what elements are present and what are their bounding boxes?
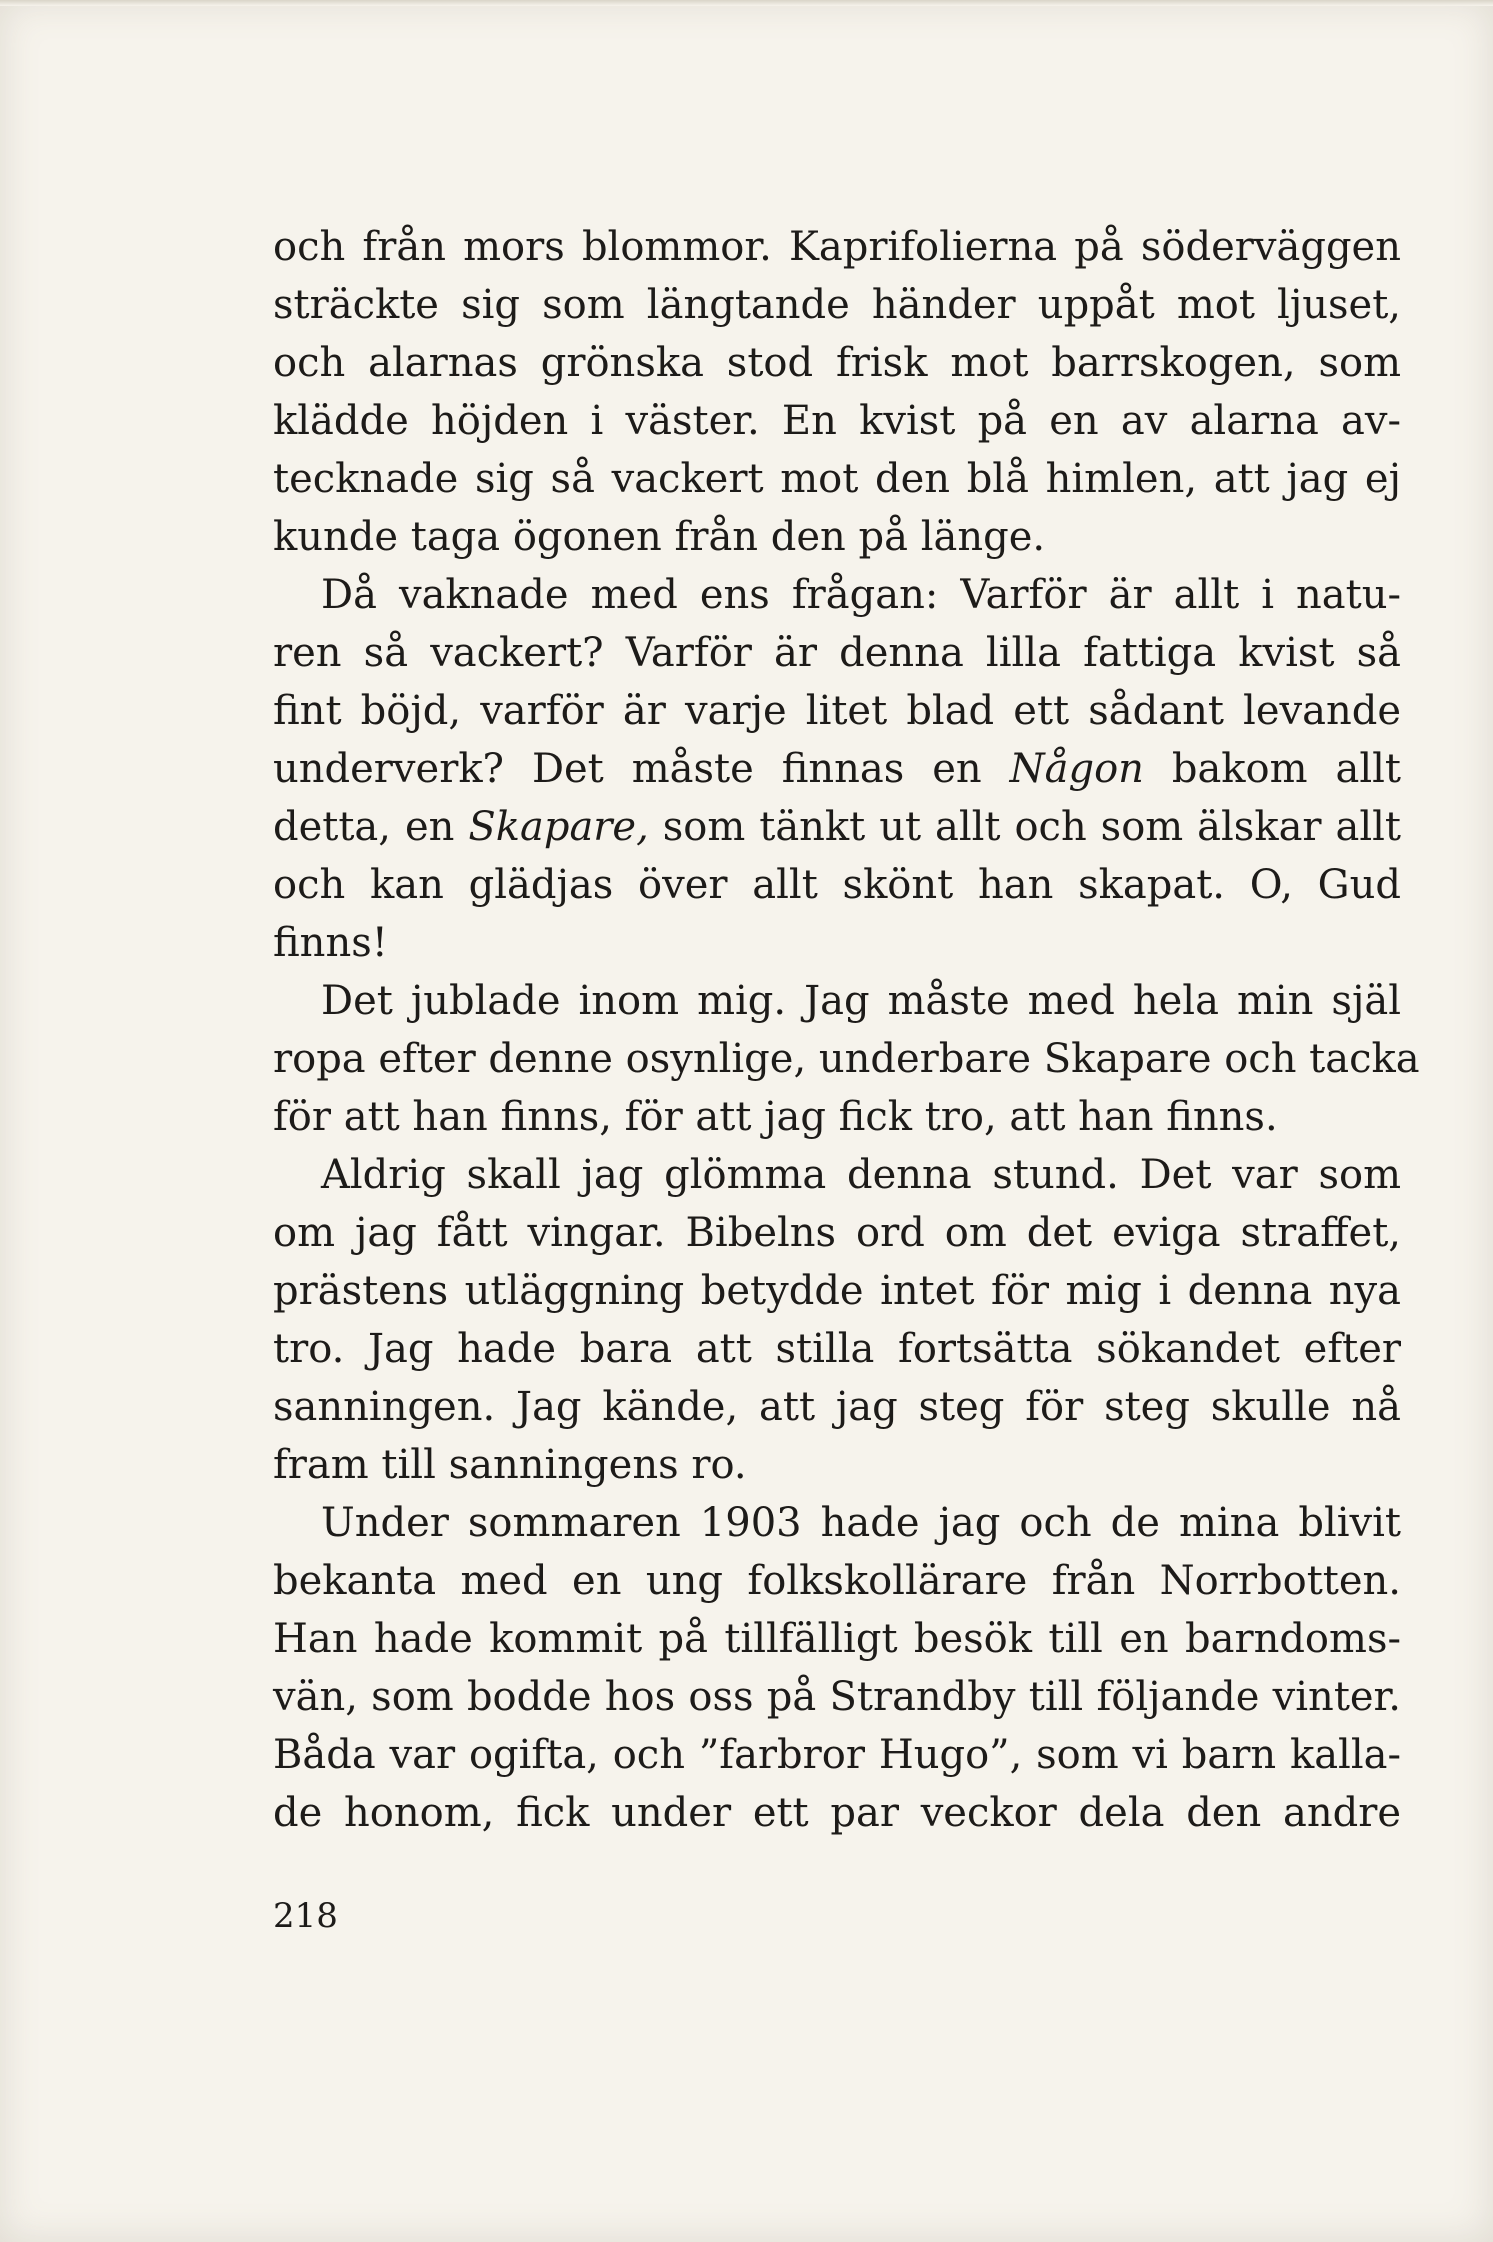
text-line — [273, 798, 1401, 856]
text-line: och kan glädjas över allt skönt han skapat. O, Gud — [273, 862, 1401, 908]
text-line: prästens utläggning betydde intet för mig i denna nya — [273, 1268, 1401, 1314]
text-segment: detta, en — [273, 804, 469, 850]
text-line: Då vaknade med ens frågan: Varför är allt i natu- — [321, 572, 1401, 618]
text-line: Aldrig skall jag glömma denna stund. Det var som — [321, 1152, 1401, 1198]
text-line: Det jublade inom mig. Jag måste med hela min själ — [321, 978, 1401, 1024]
italic-text: Någon — [1009, 746, 1144, 792]
text-segment: som tänkt ut allt och som älskar allt — [648, 804, 1401, 850]
text-line: fint böjd, varför är varje litet blad ett sådant levande — [273, 688, 1401, 734]
text-line: sträckte sig som längtande händer uppåt mot ljuset, — [273, 282, 1401, 328]
text-line: sanningen. Jag kände, att jag steg för steg skulle nå — [273, 1384, 1401, 1430]
text-line: kunde taga ögonen från den på länge. — [273, 514, 1046, 560]
text-line: tro. Jag hade bara att stilla fortsätta sökandet efter — [273, 1326, 1401, 1372]
text-line: om jag fått vingar. Bibelns ord om det eviga straffet, — [273, 1210, 1401, 1256]
text-line: vän, som bodde hos oss på Strandby till följande vinter. — [273, 1674, 1401, 1720]
text-line: fram till sanningens ro. — [273, 1442, 747, 1488]
italic-text: Skapare, — [468, 804, 649, 850]
text-line: och alarnas grönska stod frisk mot barrskogen, som — [273, 340, 1401, 386]
text-line: och från mors blommor. Kaprifolierna på söderväggen — [273, 224, 1401, 270]
text-line: ren så vackert? Varför är denna lilla fattiga kvist så — [273, 630, 1401, 676]
text-line: de honom, fick under ett par veckor dela den andre — [273, 1790, 1401, 1836]
text-line: för att han finns, för att jag fick tro, att han finns. — [273, 1094, 1278, 1140]
text-line: finns! — [273, 920, 388, 966]
text-line: Under sommaren 1903 hade jag och de mina blivit — [321, 1500, 1401, 1546]
text-line: klädde höjden i väster. En kvist på en av alarna av- — [273, 398, 1401, 444]
text-line: tecknade sig så vackert mot den blå himlen, att jag ej — [273, 456, 1401, 502]
page-number: 218 — [273, 1896, 338, 1936]
page-top-edge — [0, 0, 1493, 6]
text-line: ropa efter denne osynlige, underbare Skapare och tacka — [273, 1036, 1420, 1082]
text-segment: bakom allt — [1143, 746, 1402, 792]
text-line: Båda var ogifta, och ”farbror Hugo”, som vi barn kalla- — [273, 1732, 1401, 1778]
text-segment: underverk? Det måste finnas en — [273, 746, 1010, 792]
body-text — [273, 218, 1420, 1842]
text-line: bekanta med en ung folkskollärare från Norrbotten. — [273, 1558, 1401, 1604]
text-line: Han hade kommit på tillfälligt besök till en barndoms- — [273, 1616, 1401, 1662]
text-line — [273, 740, 1401, 798]
